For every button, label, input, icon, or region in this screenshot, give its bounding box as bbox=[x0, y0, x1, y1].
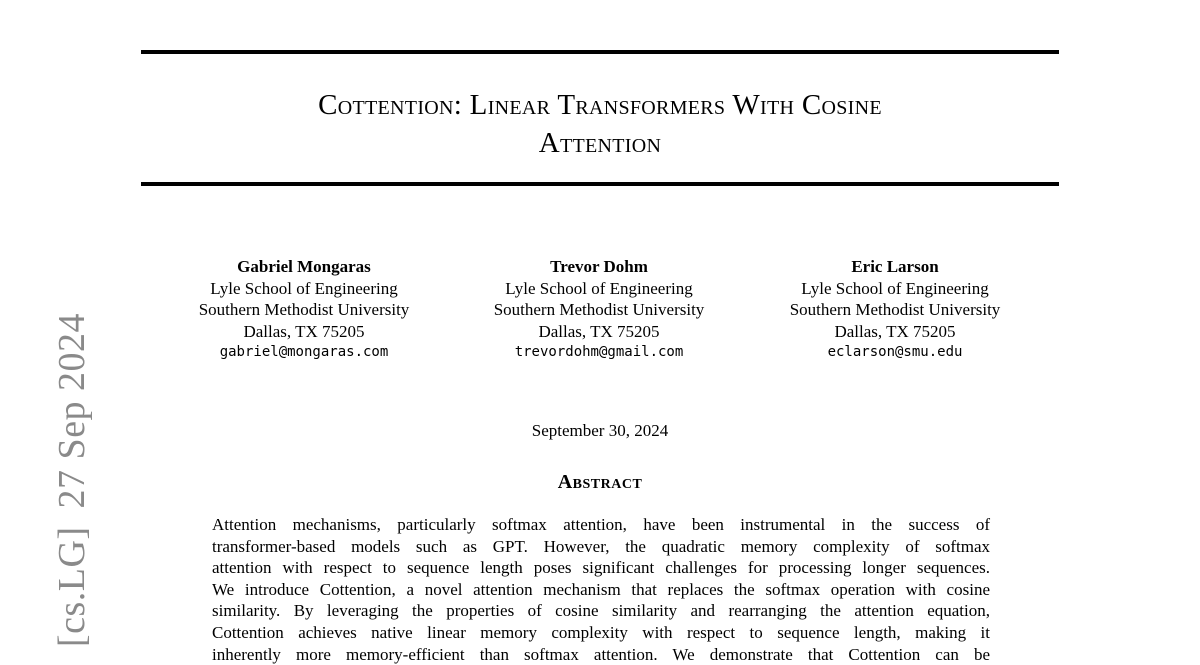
author-university: Southern Methodist University bbox=[198, 300, 410, 319]
author-location: Dallas, TX 75205 bbox=[834, 321, 956, 341]
author-email: trevordohm@gmail.com bbox=[514, 344, 684, 360]
author-location: Dallas, TX 75205 bbox=[538, 321, 660, 341]
author-school: Lyle School of Engineering bbox=[801, 278, 989, 298]
abstract-line: We introduce Cottention, a novel attention mechanism that replaces the softmax operation with cosine bbox=[212, 579, 990, 599]
author-name: Eric Larson bbox=[851, 257, 939, 276]
arxiv-date: 27 Sep 2024 bbox=[51, 312, 93, 509]
author-university: Southern Methodist University bbox=[789, 300, 1001, 319]
title-bottom-rule bbox=[141, 182, 1059, 186]
author-location: Dallas, TX 75205 bbox=[243, 321, 365, 341]
author-1 bbox=[154, 256, 454, 364]
abstract-line: Attention mechanisms, particularly softmax attention, have been instrumental in the success of bbox=[212, 515, 990, 534]
title-top-rule bbox=[141, 50, 1059, 54]
title-line-1: Cottention: Linear Transformers With Cosine bbox=[318, 89, 882, 121]
author-school: Lyle School of Engineering bbox=[210, 278, 398, 298]
arxiv-stamp bbox=[50, 313, 94, 647]
author-school: Lyle School of Engineering bbox=[505, 278, 693, 298]
abstract-line: similarity. By leveraging the properties of cosine similarity and rearranging the attention equation, bbox=[212, 601, 990, 621]
paper-date: September 30, 2024 bbox=[531, 421, 669, 440]
author-3 bbox=[745, 256, 1045, 364]
abstract-heading: Abstract bbox=[557, 471, 643, 493]
abstract-line: attention with respect to sequence length poses significant challenges for processing longer sequences. bbox=[212, 558, 990, 578]
author-email: eclarson@smu.edu bbox=[827, 344, 963, 360]
abstract-line: Cottention achieves native linear memory complexity with respect to sequence length, making it bbox=[212, 622, 990, 642]
arxiv-category: [cs.LG] bbox=[51, 526, 93, 648]
author-name: Trevor Dohm bbox=[550, 257, 648, 276]
abstract-body bbox=[212, 514, 990, 665]
title-line-2: Attention bbox=[538, 127, 662, 159]
author-name: Gabriel Mongaras bbox=[237, 257, 371, 276]
author-email: gabriel@mongaras.com bbox=[219, 344, 389, 360]
abstract-line: transformer-based models such as GPT. However, the quadratic memory complexity of softmax bbox=[212, 536, 990, 556]
author-university: Southern Methodist University bbox=[493, 300, 705, 319]
author-2 bbox=[449, 256, 749, 364]
paper-title bbox=[141, 86, 1059, 162]
abstract-line: inherently more memory-efficient than softmax attention. We demonstrate that Cottention can be bbox=[212, 644, 990, 664]
